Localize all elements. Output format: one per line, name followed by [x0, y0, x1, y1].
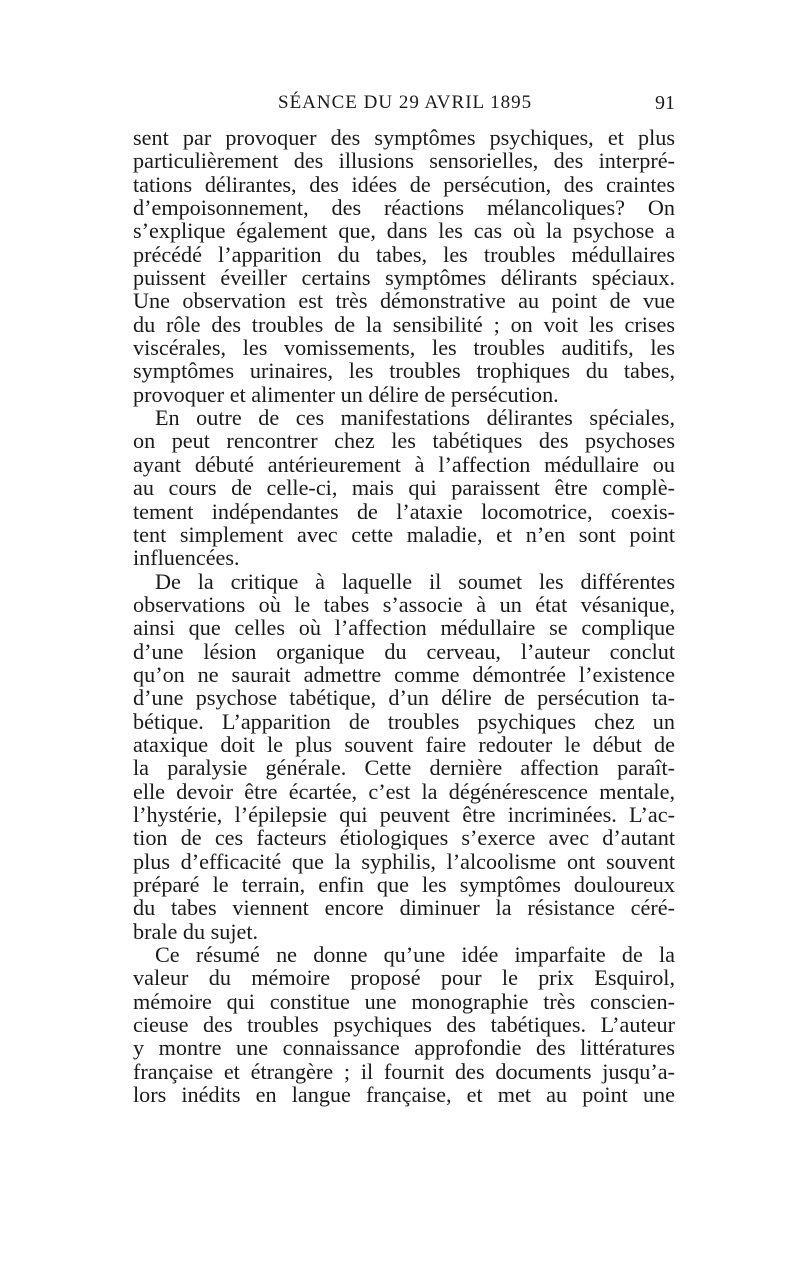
text-line: on peut rencontrer chez les tabétiques des psychoses	[133, 428, 675, 454]
text-line: l’hystérie, l’épilepsie qui peuvent être incriminées. L’ac-	[133, 801, 675, 827]
page-number: 91	[655, 92, 675, 114]
text-line: y montre une connaissance approfondie des littératures	[133, 1035, 675, 1061]
text-line: française et étrangère ; il fournit des documents jusqu’a-	[133, 1058, 675, 1084]
text-line: plus d’efficacité que la syphilis, l’alcoolisme ont souvent	[133, 848, 675, 874]
text-line: ayant débuté antérieurement à l’affection médullaire ou	[133, 451, 675, 477]
paragraph	[133, 570, 675, 944]
text-line: sent par provoquer des symptômes psychiques, et plus	[133, 125, 675, 150]
text-line: tations délirantes, des idées de persécution, des craintes	[133, 171, 675, 197]
text-line: En outre de ces manifestations délirantes spéciales,	[155, 405, 675, 431]
text-line: préparé le terrain, enfin que les symptômes douloureux	[133, 872, 675, 897]
text-line: tement indépendantes de l’ataxie locomotrice, coexis-	[133, 498, 675, 524]
paragraph	[133, 126, 675, 406]
text-line: tion de ces facteurs étiologiques s’exerce avec d’autant	[133, 825, 675, 851]
text-line: du rôle des troubles de la sensibilité ; on voit les crises	[133, 311, 675, 337]
text-line: d’une psychose tabétique, d’un délire de persécution ta-	[133, 685, 675, 711]
text-line: tent simplement avec cette maladie, et n’en sont point	[133, 521, 675, 547]
text-line: Ce résumé ne donne qu’une idée imparfaite de la	[155, 942, 675, 968]
text-line: provoquer et alimenter un délire de persécution.	[133, 381, 559, 407]
text-line: au cours de celle-ci, mais qui paraissent être complè-	[133, 475, 675, 501]
paragraph	[133, 406, 675, 569]
book-page	[133, 92, 675, 1106]
text-line: valeur du mémoire proposé pour le prix Esquirol,	[133, 965, 675, 991]
body-text	[133, 126, 675, 1106]
text-line: cieuse des troubles psychiques des tabétiques. L’auteur	[133, 1012, 675, 1038]
paragraph	[133, 943, 675, 1106]
text-line: s’explique également que, dans les cas où la psychose a	[133, 218, 675, 244]
text-line: lors inédits en langue française, et met au point une	[133, 1082, 675, 1108]
text-line: la paralysie générale. Cette dernière affection paraît-	[133, 755, 675, 781]
text-line: d’une lésion organique du cerveau, l’auteur conclut	[133, 638, 675, 664]
text-line: qu’on ne saurait admettre comme démontrée l’existence	[133, 661, 675, 687]
text-line: symptômes urinaires, les troubles trophiques du tabes,	[133, 358, 675, 384]
text-line: Une observation est très démonstrative au point de vue	[133, 288, 675, 314]
text-line: influencées.	[133, 545, 240, 571]
text-line: viscérales, les vomissements, les troubles auditifs, les	[133, 335, 675, 361]
running-title: SÉANCE DU 29 AVRIL 1895	[278, 92, 533, 113]
text-line: particulièrement des illusions sensorielles, des interpré-	[133, 148, 675, 174]
text-line: puissent éveiller certains symptômes délirants spéciaux.	[133, 265, 675, 291]
text-line: mémoire qui constitue une monographie très conscien-	[133, 988, 675, 1014]
text-line: observations où le tabes s’associe à un état vésanique,	[133, 591, 675, 617]
text-line: du tabes viennent encore diminuer la résistance céré-	[133, 895, 675, 921]
running-head	[133, 92, 675, 126]
text-line: brale du sujet.	[133, 918, 259, 944]
text-line: ataxique doit le plus souvent faire redouter le début de	[133, 731, 675, 757]
text-line: De la critique à laquelle il soumet les différentes	[155, 568, 675, 594]
text-line: d’empoisonnement, des réactions mélancoliques? On	[133, 195, 675, 221]
text-line: bétique. L’apparition de troubles psychiques chez un	[133, 708, 675, 734]
text-line: elle devoir être écartée, c’est la dégénérescence mentale,	[133, 778, 675, 804]
text-line: ainsi que celles où l’affection médullaire se complique	[133, 615, 675, 641]
text-line: précédé l’apparition du tabes, les troubles médullaires	[133, 241, 675, 267]
